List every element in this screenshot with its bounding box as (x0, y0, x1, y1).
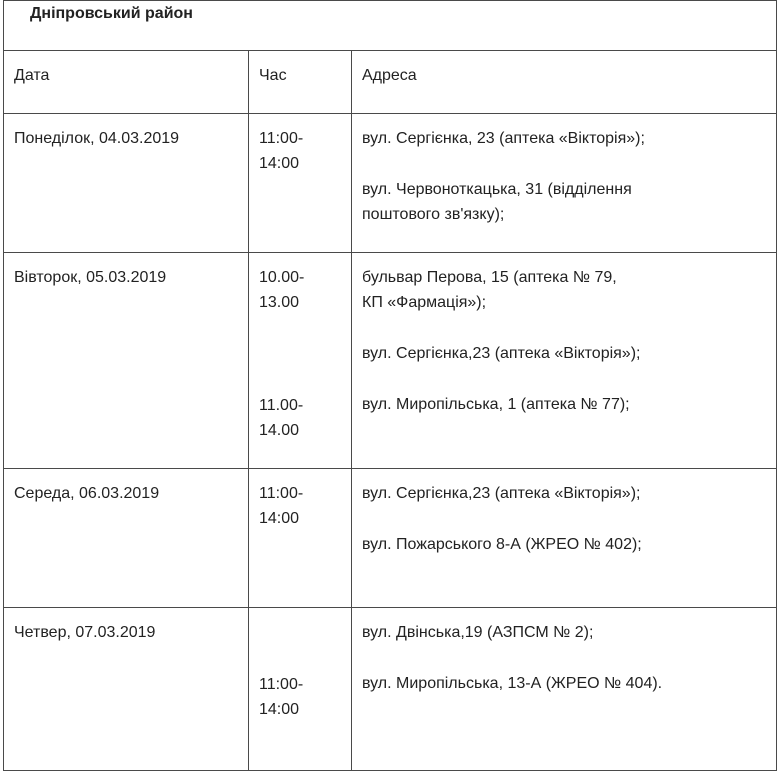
address-text: вул. Червоноткацька, 31 (відділення (362, 181, 632, 198)
header-row (4, 51, 777, 114)
address-text: вул. Двінська,19 (АЗПСМ № 2); (362, 624, 594, 641)
table-row (4, 608, 777, 771)
address-text: вул. Сергієнка,23 (аптека «Вікторія»); (362, 485, 641, 502)
time-text: 14:00 (259, 701, 300, 718)
time-text: 10.00- (259, 269, 305, 286)
title-row (4, 1, 777, 51)
table-row (4, 469, 777, 608)
time-text: 14.00 (259, 422, 300, 439)
time-text: 11:00- (259, 485, 304, 502)
address-text: вул. Сергієнка,23 (аптека «Вікторія»); (362, 345, 641, 362)
header-date: Дата (4, 51, 249, 114)
address-cell (352, 253, 777, 469)
time-cell (249, 608, 352, 771)
schedule-table (3, 0, 777, 771)
table-row (4, 114, 777, 253)
address-cell (352, 114, 777, 253)
time-cell (249, 253, 352, 469)
address-text: поштового зв'язку); (362, 206, 505, 223)
time-text: 14:00 (259, 155, 300, 172)
time-text: 11:00- (259, 130, 304, 147)
date-cell: Четвер, 07.03.2019 (4, 608, 249, 771)
address-text: вул. Сергієнка, 23 (аптека «Вікторія»); (362, 130, 645, 147)
time-text: 11.00- (259, 397, 304, 414)
address-text: вул. Миропільська, 1 (аптека № 77); (362, 396, 630, 413)
time-cell (249, 469, 352, 608)
time-text: 13.00 (259, 294, 300, 311)
address-text: КП «Фармація»); (362, 294, 487, 311)
time-text: 11:00- (259, 676, 304, 693)
time-cell (249, 114, 352, 253)
address-cell (352, 608, 777, 771)
date-cell: Середа, 06.03.2019 (4, 469, 249, 608)
address-text: вул. Пожарського 8-А (ЖРЕО № 402); (362, 536, 642, 553)
address-cell (352, 469, 777, 608)
header-address: Адреса (352, 51, 777, 114)
address-text: вул. Миропільська, 13-А (ЖРЕО № 404). (362, 675, 663, 692)
time-text: 14:00 (259, 510, 300, 527)
header-time: Час (249, 51, 352, 114)
table-row (4, 253, 777, 469)
date-cell: Понеділок, 04.03.2019 (4, 114, 249, 253)
address-text: бульвар Перова, 15 (аптека № 79, (362, 269, 617, 286)
district-title: Дніпровський район (4, 1, 777, 51)
date-cell: Вівторок, 05.03.2019 (4, 253, 249, 469)
